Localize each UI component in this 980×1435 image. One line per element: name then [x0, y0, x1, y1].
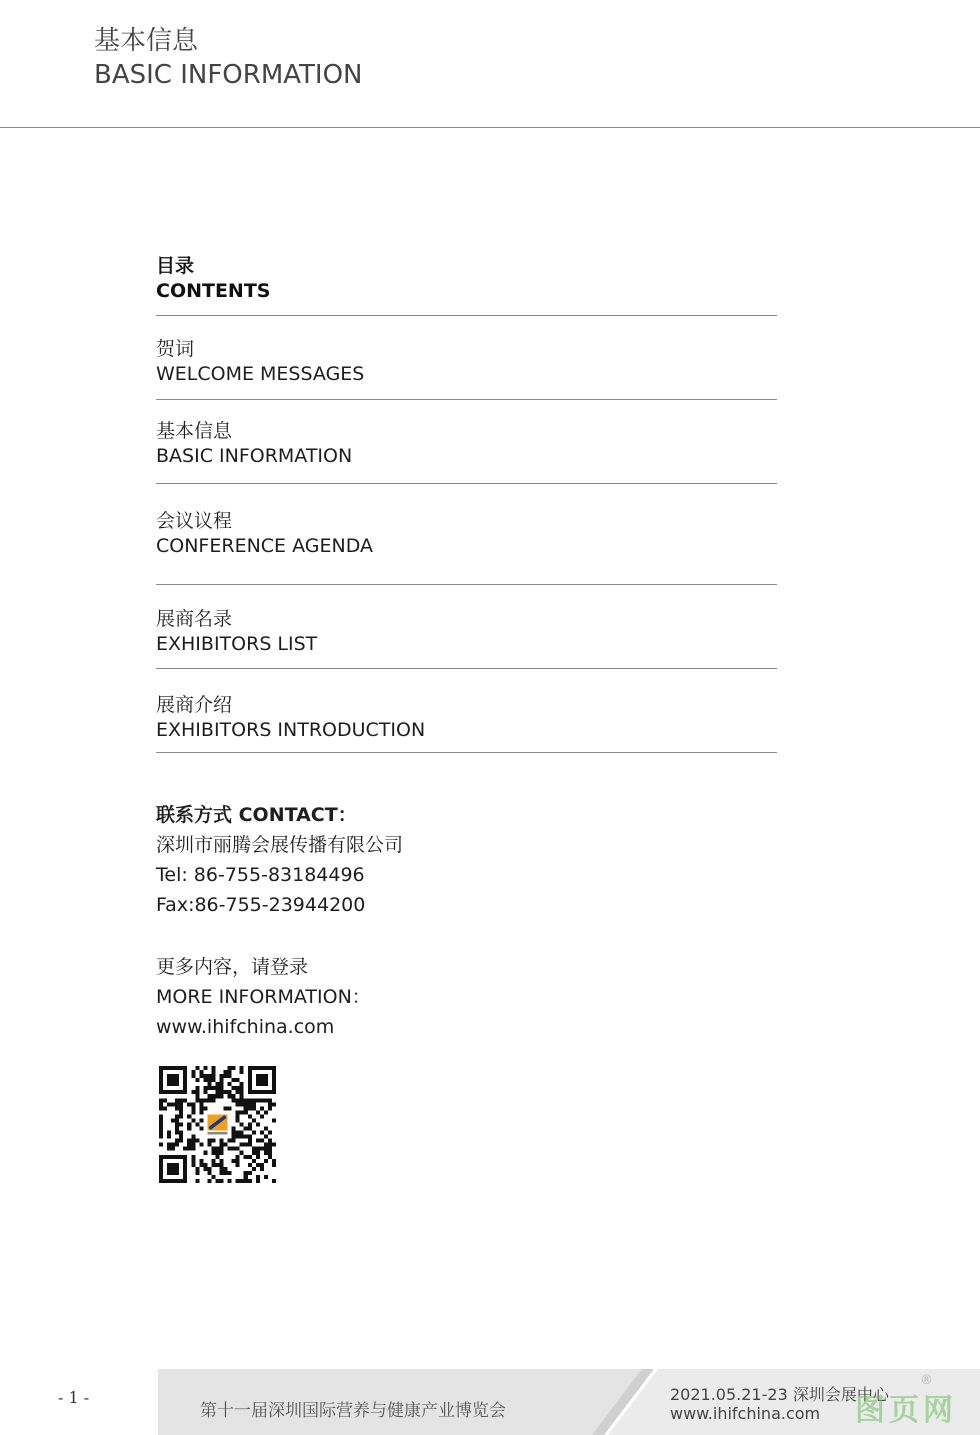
toc-divider — [156, 315, 777, 316]
toc-divider — [156, 483, 777, 484]
toc-item-cn: 贺词 — [156, 338, 195, 360]
toc-divider — [156, 584, 777, 585]
contact-tel: Tel: 86-755-83184496 — [156, 864, 365, 886]
toc-item-welcome[interactable] — [156, 337, 364, 387]
contact-company: 深圳市丽腾会展传播有限公司 — [156, 834, 404, 856]
footer-date-venue: 2021.05.21-23 深圳会展中心 — [670, 1385, 889, 1404]
footer-event-name: 第十一届深圳国际营养与健康产业博览会 — [200, 1401, 506, 1421]
toc-item-agenda[interactable] — [156, 509, 373, 559]
toc-item-en: WELCOME MESSAGES — [156, 363, 365, 385]
more-info-en: MORE INFORMATION： — [156, 986, 371, 1008]
toc-item-cn: 会议议程 — [156, 510, 233, 532]
toc-item-cn: 展商名录 — [156, 608, 233, 630]
toc-item-cn: 展商介绍 — [156, 694, 233, 716]
page-section-title-en: BASIC INFORMATION — [94, 60, 363, 90]
contact-heading: 联系方式 CONTACT： — [156, 804, 357, 826]
page-section-title-cn: 基本信息 — [94, 26, 199, 56]
contact-block — [156, 800, 403, 920]
footer-website[interactable]: www.ihifchina.com — [670, 1404, 821, 1423]
toc-item-en: CONFERENCE AGENDA — [156, 535, 373, 557]
toc-item-exhibitors-intro[interactable] — [156, 693, 425, 743]
page-number: - 1 - — [58, 1388, 90, 1407]
more-info-block — [156, 952, 371, 1042]
toc-item-exhibitors-list[interactable] — [156, 607, 317, 657]
watermark-logo: 图页网 — [855, 1393, 957, 1428]
toc-item-en: EXHIBITORS INTRODUCTION — [156, 719, 426, 741]
more-info-cn: 更多内容，请登录 — [156, 956, 309, 978]
toc-item-cn: 基本信息 — [156, 420, 233, 442]
toc-item-en: EXHIBITORS LIST — [156, 633, 318, 655]
website-link[interactable]: www.ihifchina.com — [156, 1016, 335, 1038]
toc-divider — [156, 752, 777, 753]
toc-item-basic-info[interactable] — [156, 419, 352, 469]
toc-heading-cn: 目录 — [156, 255, 195, 277]
toc-item-en: BASIC INFORMATION — [156, 445, 353, 467]
qr-code-icon — [159, 1066, 276, 1183]
contact-fax: Fax:86-755-23944200 — [156, 894, 366, 916]
toc-heading-en: CONTENTS — [156, 280, 271, 302]
registered-mark: ® — [920, 1373, 933, 1388]
header-divider — [0, 127, 980, 128]
toc-divider — [156, 668, 777, 669]
toc-divider — [156, 399, 777, 400]
toc-heading — [156, 254, 270, 304]
